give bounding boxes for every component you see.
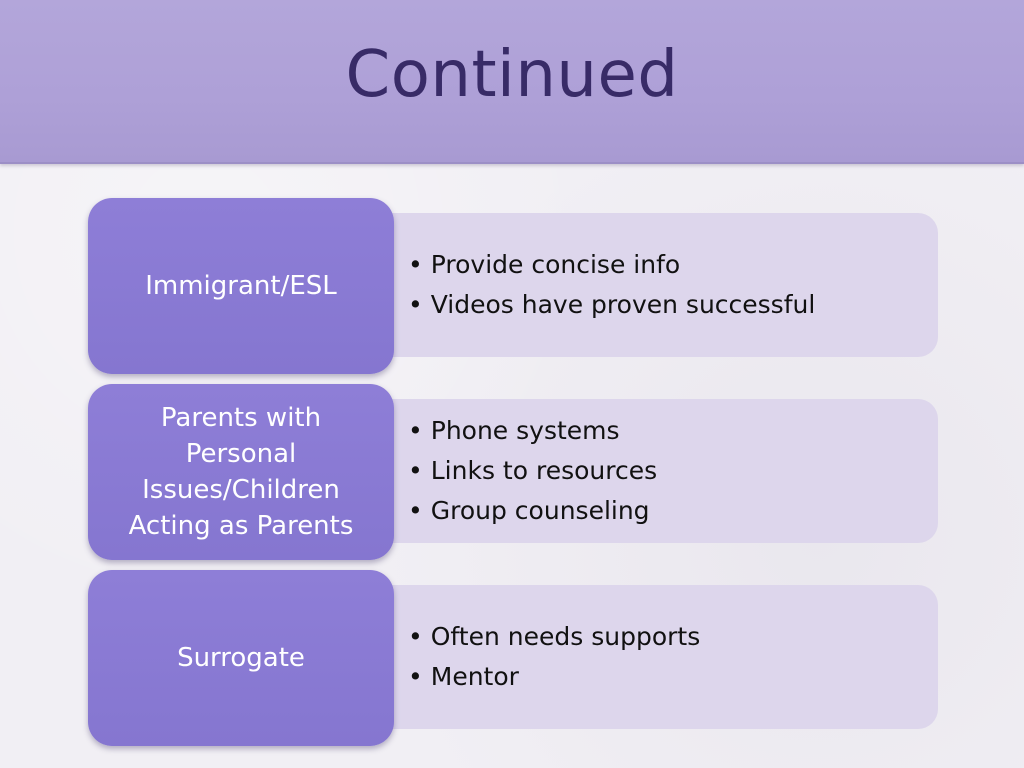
bullet-list	[408, 245, 938, 325]
slide-title: Continued	[345, 38, 679, 112]
detail-panel	[358, 585, 938, 729]
bullet-item: • Links to resources	[408, 451, 938, 491]
bullet-item: • Mentor	[408, 657, 938, 697]
detail-panel	[358, 213, 938, 357]
category-box	[88, 198, 394, 374]
category-box	[88, 384, 394, 560]
bullet-item: • Videos have proven successful	[408, 285, 938, 325]
category-label: Immigrant/ESL	[145, 271, 337, 301]
category-label: Surrogate	[177, 643, 305, 673]
detail-panel	[358, 399, 938, 543]
bullet-list	[408, 411, 938, 531]
bullet-item: • Phone systems	[408, 411, 938, 451]
bullet-item: • Often needs supports	[408, 617, 938, 657]
bullet-item: • Group counseling	[408, 491, 938, 531]
category-box	[88, 570, 394, 746]
bullet-list	[408, 617, 938, 697]
category-label: Parents with Personal Issues/Children Acting as Parents	[128, 403, 354, 541]
bullet-item: • Provide concise info	[408, 245, 938, 285]
